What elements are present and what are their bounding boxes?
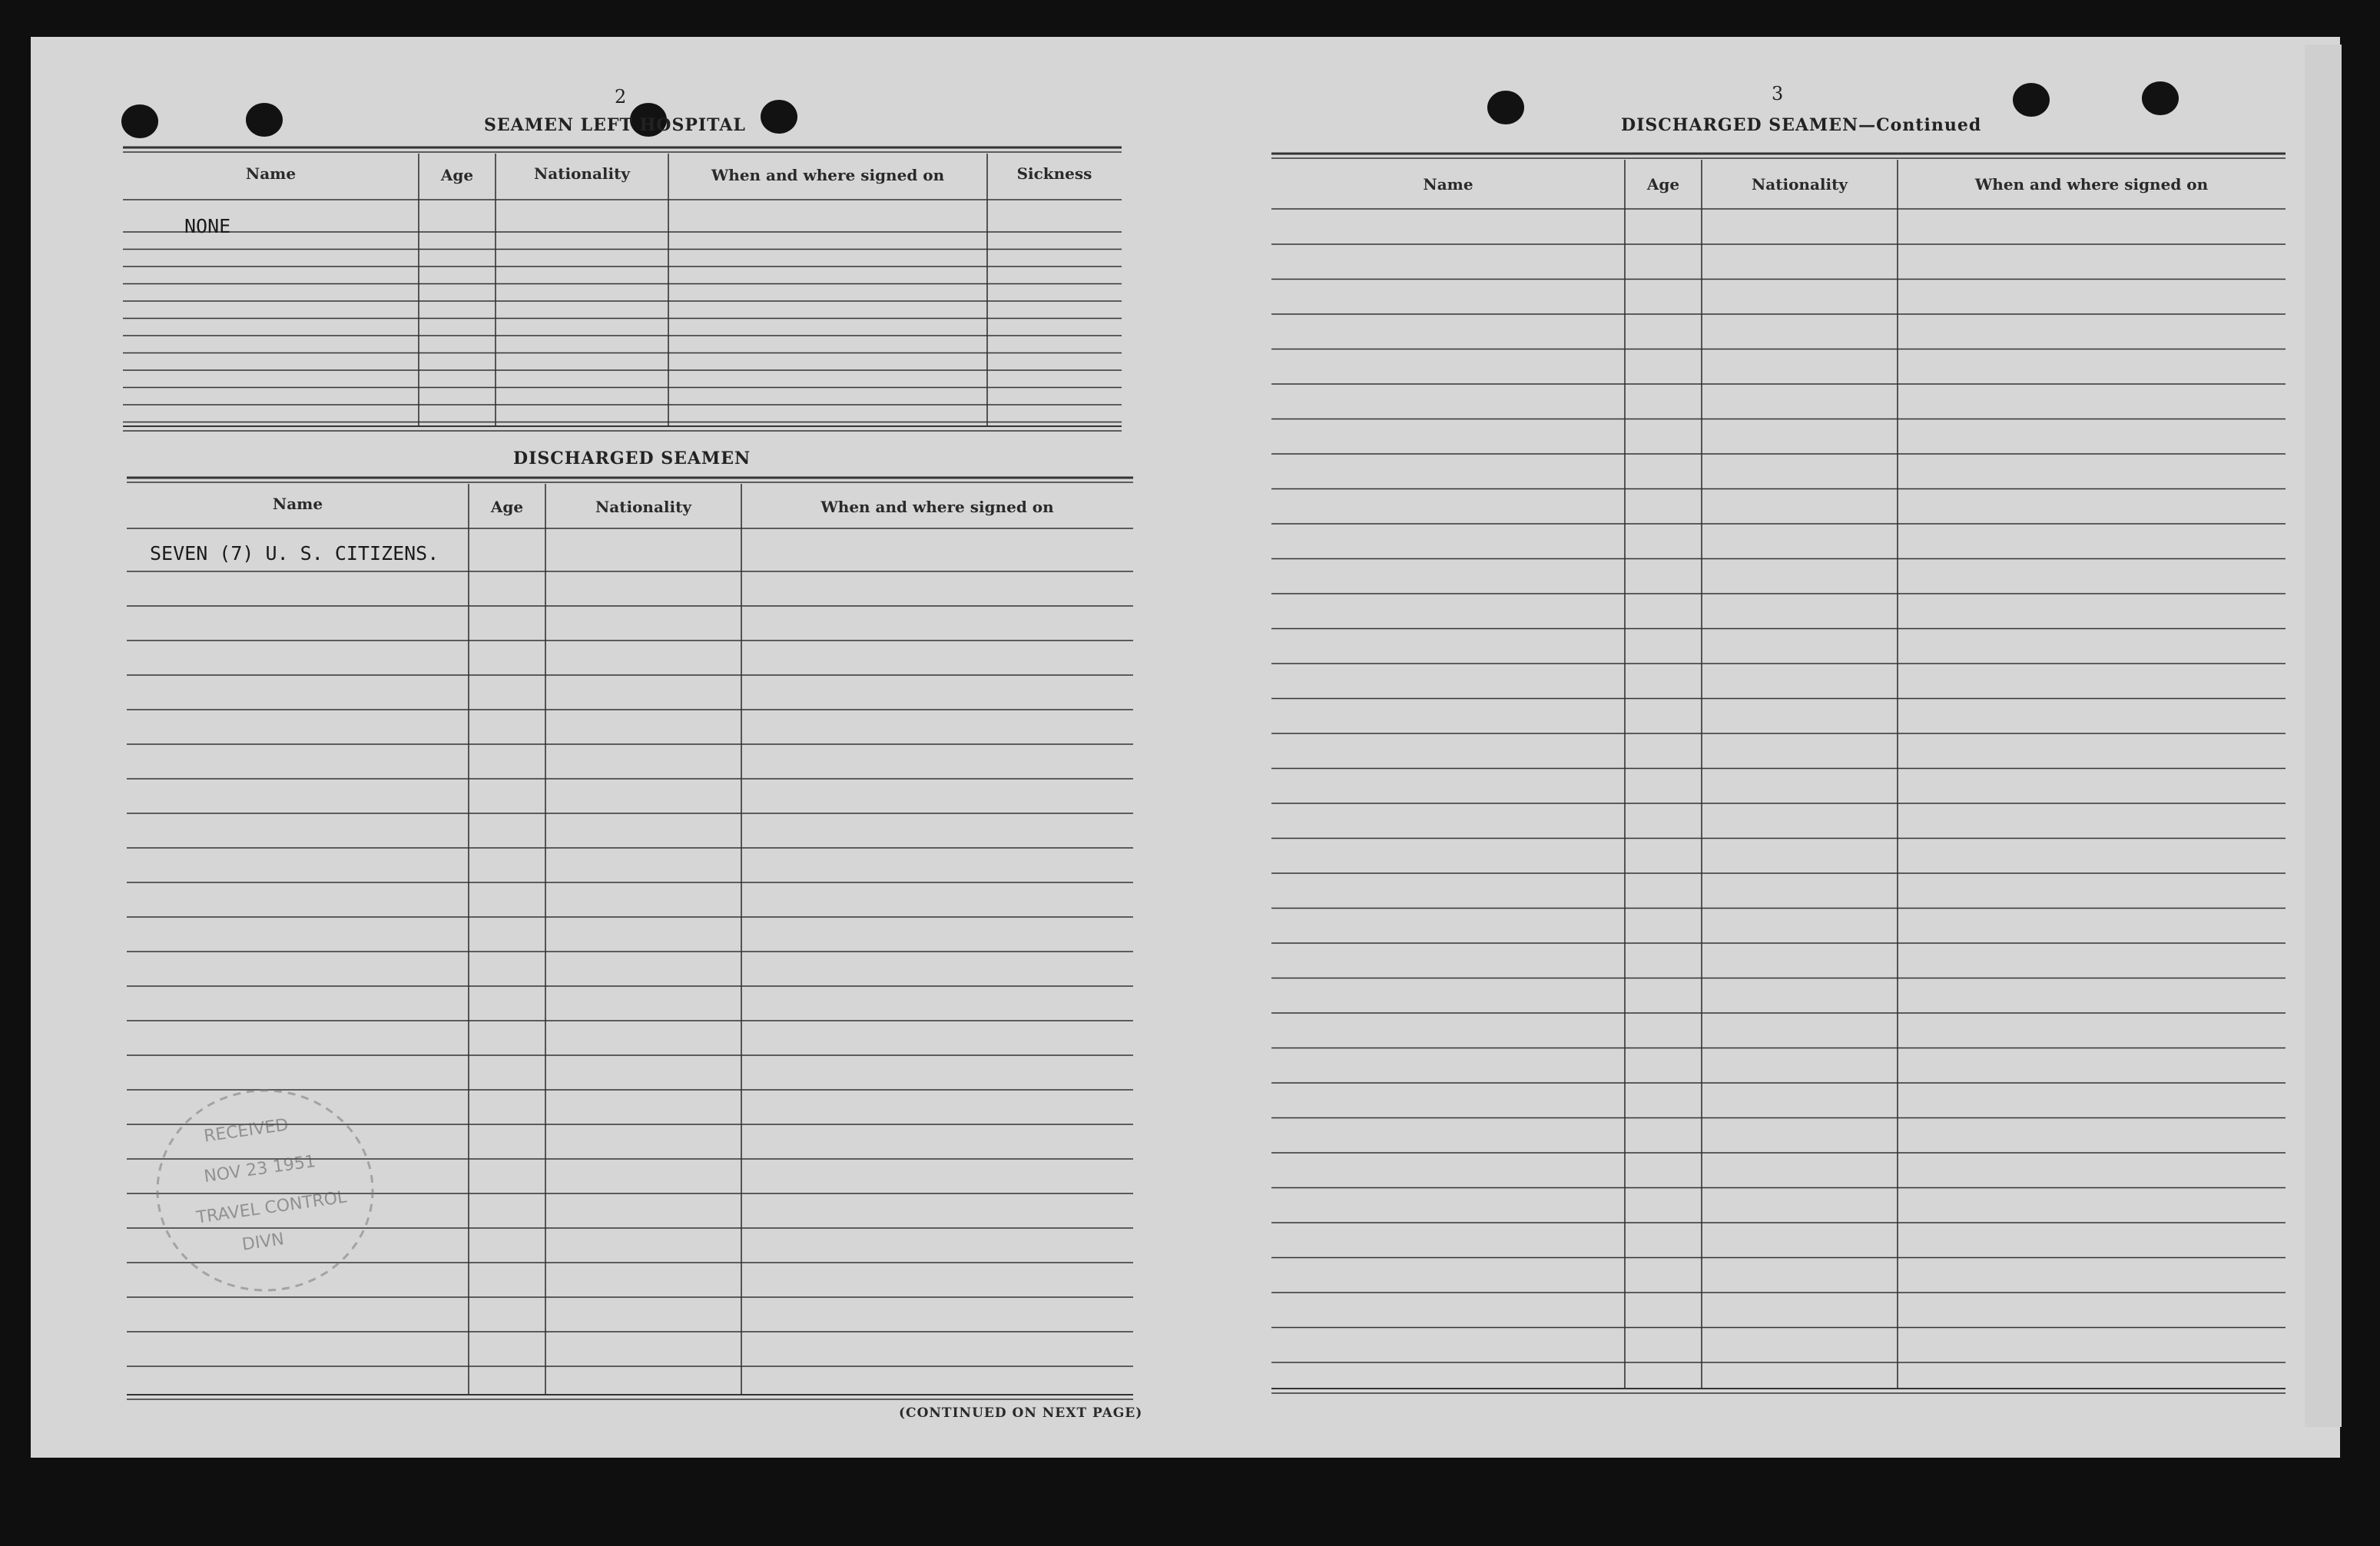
page-number-left: 2 <box>615 86 627 108</box>
punch-hole <box>1487 91 1524 124</box>
col-header-when-where: When and where signed on <box>1974 175 2209 194</box>
sheet-edge <box>2305 45 2342 1427</box>
col-header-nationality: Nationality <box>1752 175 1848 194</box>
col-header-nationality: Nationality <box>595 498 691 516</box>
col-header-name: Name <box>272 495 323 513</box>
continued-note: (CONTINUED ON NEXT PAGE) <box>899 1405 1143 1421</box>
stamp-text: TRAVEL CONTROL <box>195 1187 348 1228</box>
col-header-nationality: Nationality <box>534 164 630 183</box>
stamp-text: NOV 23 1951 <box>202 1151 317 1187</box>
col-header-age: Age <box>490 498 524 516</box>
col-header-when-where: When and where signed on <box>711 166 945 184</box>
seamen-left-hospital-title: SEAMEN LEFT HOSPITAL <box>484 115 746 135</box>
punch-hole <box>246 103 283 137</box>
col-header-when-where: When and where signed on <box>820 498 1054 516</box>
punch-hole <box>2013 83 2050 117</box>
col-header-name: Name <box>245 164 297 183</box>
discharged-entry: SEVEN (7) U. S. CITIZENS. <box>150 542 439 564</box>
discharged-continued-table <box>1271 152 2286 1396</box>
punch-hole <box>2142 81 2179 115</box>
col-header-age: Age <box>440 166 474 184</box>
received-stamp <box>150 1075 396 1306</box>
punch-hole <box>121 104 158 138</box>
punch-hole <box>761 100 797 134</box>
col-header-age: Age <box>1646 175 1680 194</box>
stamp-text: DIVN <box>240 1230 286 1255</box>
col-header-sickness: Sickness <box>1016 164 1092 183</box>
page-number-right: 3 <box>1772 83 1784 104</box>
hospital-entry: NONE <box>184 215 231 237</box>
discharged-continued-title: DISCHARGED SEAMEN—Continued <box>1621 115 1982 135</box>
hospital-table <box>123 146 1122 430</box>
col-header-name: Name <box>1423 175 1473 194</box>
stamp-text: RECEIVED <box>202 1115 290 1147</box>
discharged-seamen-title: DISCHARGED SEAMEN <box>513 449 751 468</box>
